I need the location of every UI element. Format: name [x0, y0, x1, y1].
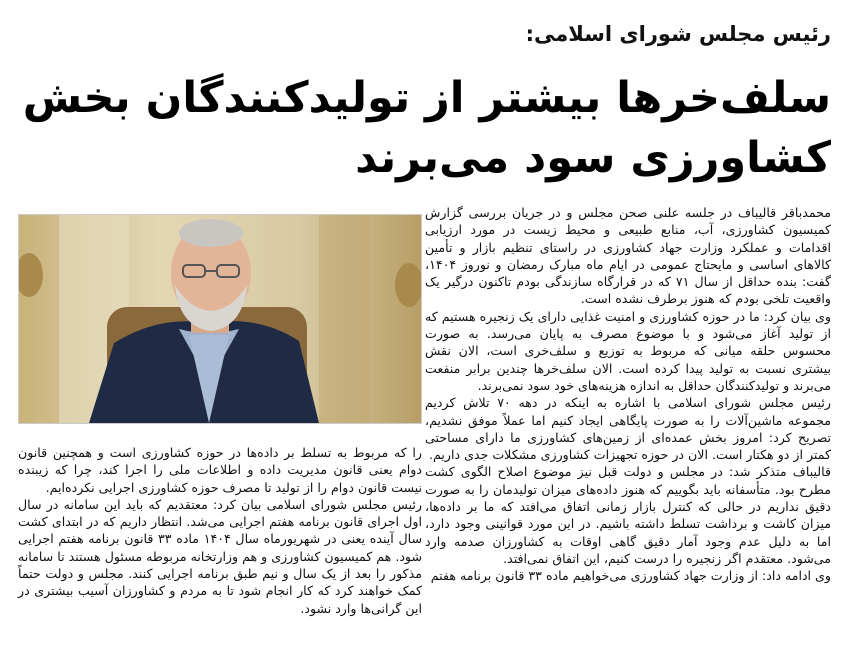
headline-line-2: کشاورزی سود می‌برند: [355, 133, 831, 183]
article-body-right-column: [425, 204, 831, 585]
article-kicker: رئیس مجلس شورای اسلامی:: [525, 22, 831, 46]
article-body-left-column: [18, 444, 422, 617]
headline-line-1: سلف‌خرها بیشتر از تولیدکنندگان بخش: [22, 73, 831, 123]
paragraph: محمدباقر قالیباف در جلسه علنی صحن مجلس و در جریان بررسی گزارش کمیسیون کشاورزی، آب، منابع طبیعی و محیط زیست در مورد ارزیابی اقدامات و عملکرد وزارت جهاد کشاورزی در راستای تنظیم بازار و تأمین کالاهای اساسی و مایحتاج عمومی در ایام ماه مبارک رمضان و نوروز ۱۴۰۴، گفت: بنده حداقل از سال ۷۱ که در قرارگاه سازندگی بودم تاکنون درگیر یک واقعیت تلخی بودم که هنوز برطرف نشده است.: [425, 205, 832, 307]
article-photo: [18, 214, 422, 424]
paragraph: وی ادامه داد: از وزارت جهاد کشاورزی می‌خواهیم ماده ۳۳ قانون برنامه هفتم: [430, 568, 831, 584]
paragraph: را که مربوط به تسلط بر داده‌ها در حوزه کشاورزی است و همچنین قانون دوام یعنی قانون مدیریت داده و اطلاعات ملی را اجرا کند، چرا که زیبنده نیست قانون دوام را از تولید تا مصرف حوزه کشاورزی اجرایی نکرده‌ایم.: [18, 445, 422, 495]
paragraph: رئیس مجلس شورای اسلامی بیان کرد: معتقدیم که باید این سامانه در سال اول اجرای قانون برنامه هفتم اجرایی می‌شد. انتظار داریم که در ابتدای کشت سال آینده یعنی در شهریورماه سال ۱۴۰۴ ماده ۳۳ قانون برنامه هفتم اجرایی شود. هم کمیسیون کشاورزی و هم وزارتخانه مربوطه مسئول هستند تا سامانه مذکور را بعد از یک سال و نیم طبق برنامه اجرایی کنند. مجلس و دولت حتماً کمک خواهند کرد که کار انجام شود تا به مردم و کشاورزان آسیب بیشتری در این گرانی‌ها وارد نشود.: [18, 496, 423, 616]
paragraph: قالیباف متذکر شد: در مجلس و دولت قبل نیز موضوع اصلاح الگوی کشت مطرح بود. متأسفانه باید بگوییم که هنوز داده‌های میزان تولیدمان را به صورت دقیق نداریم در حالی که کنترل بازار زمانی اتفاق می‌افتد که ما بر داده‌ها، میزان کاشت و برداشت تسلط داشته باشیم. در این مورد قوانینی وجود دارد، اما به دلیل عدم وجود آمار دقیق گاهی اوقات به کشاورزان صدمه وارد می‌شود. معتقدم اگر زنجیره را درست کنیم، این اتفاق نمی‌افتد.: [425, 464, 831, 566]
paragraph: رئیس مجلس شورای اسلامی با اشاره به اینکه در دهه ۷۰ تلاش کردیم مجموعه ماشین‌آلات را به صورت پایگاهی ایجاد کنیم اما عملاً موفق نشدیم، تصریح کرد: امروز بخش عمده‌ای از زمین‌های کشاورزی ما دارای مساحتی کمتر از دو هکتار است. الان در حوزه تجهیزات کشاورزی مشکلات جدی داریم.: [425, 395, 831, 463]
paragraph: وی بیان کرد: ما در حوزه کشاورزی و امنیت غذایی دارای یک زنجیره هستیم که از تولید آغاز می‌شود و با موضوع مصرف به پایان می‌رسد. به صورت محسوس حلقه میانی که مربوط به توزیع و سلف‌خری است، الان نقش بیشتری نسبت به تولید پیدا کرده است. الان سلف‌خرها چندین برابر منفعت می‌برند و تولیدکنندگان حداقل به اندازه هزینه‌های خود سود نمی‌برند.: [425, 308, 831, 393]
article-headline: [22, 68, 831, 188]
